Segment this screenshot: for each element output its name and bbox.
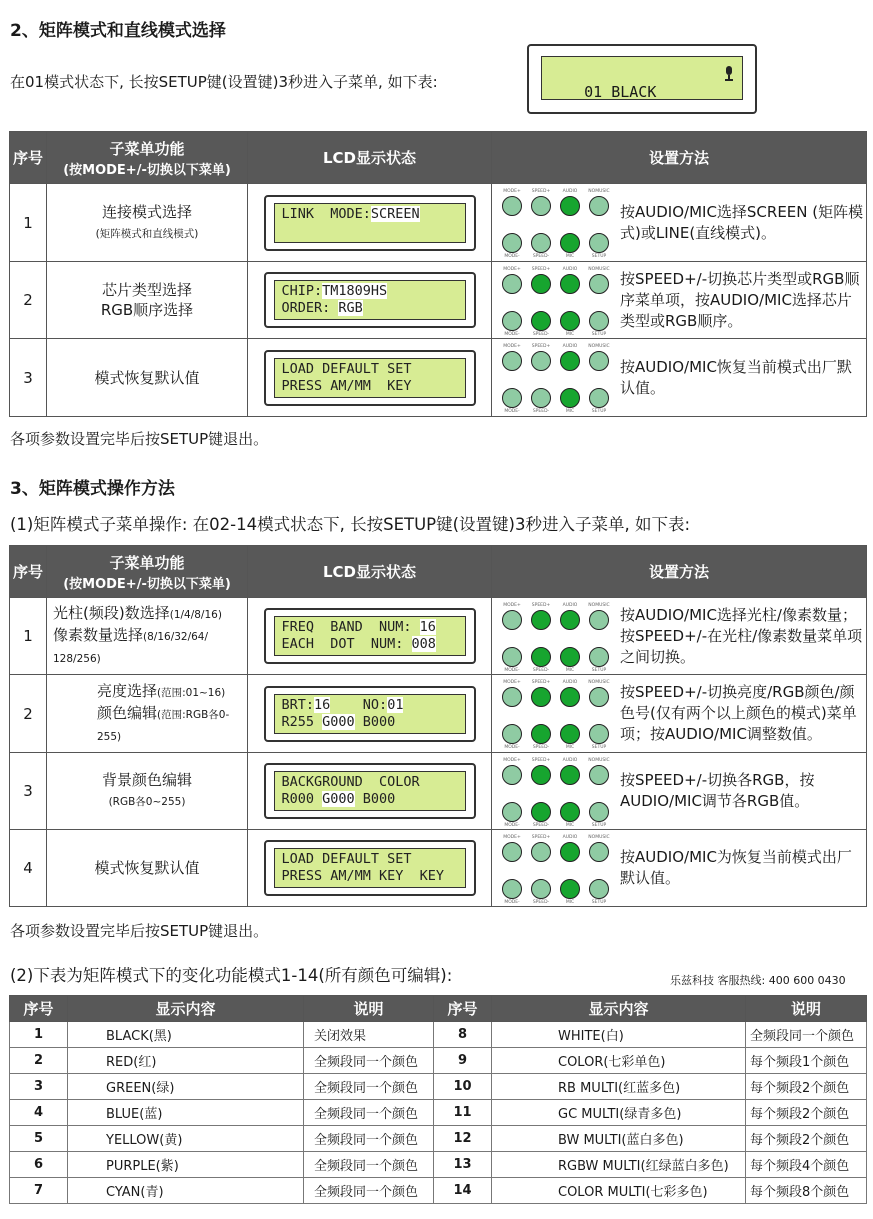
table-row: 2 芯片类型选择 RGB顺序选择 CHIP:TM1809HS ORDER: RGB MODE+ SPEED+ AUDIO NOMUSIC MODE- SPEED- MIC SETUP 按SPEED+/-切换芯片类型或RGB顺序菜单项，按AUDIO/MIC选择芯片类型或RGB顺序。 <box>10 262 867 339</box>
speed-minus-button <box>531 802 551 822</box>
button-label: AUDIO <box>562 189 578 194</box>
button-label: MIC <box>565 254 575 259</box>
modes-header-cell: 序号 <box>434 996 492 1022</box>
table-cell: 全频段同一个颜色 <box>304 1074 434 1100</box>
table-row <box>10 1074 867 1100</box>
lcd-display: LINK MODE:SCREEN <box>264 195 476 251</box>
setup-button <box>589 802 609 822</box>
table-cell: 13 <box>434 1152 492 1178</box>
button-label: SPEED- <box>532 745 550 750</box>
button-label: AUDIO <box>562 267 578 272</box>
section3-intro: (1)矩阵模式子菜单操作: 在02-14模式状态下, 长按SETUP键(设置键)3秒进入子菜单, 如下表: <box>10 515 691 534</box>
table-row: 1 光柱(频段)数选择(1/4/8/16) 像素数量选择(8/16/32/64/ 128/256) FREQ BAND NUM: 16 EACH DOT NUM: 008 MODE+ SPEED+ AUDIO NOMUSIC MODE- SPEED- MIC SETUP 按AUDIO/MIC选择光柱/像素数量；按SPEED+/-在光柱/像素数量菜单项之间切换。 <box>10 598 867 675</box>
button-label: SPEED+ <box>531 603 551 608</box>
header-func-sub: (按MODE+/-切换以下菜单) <box>63 162 231 178</box>
header-func: 子菜单功能 (按MODE+/-切换以下菜单) <box>47 132 248 184</box>
button-panel <box>498 188 614 259</box>
lcd-display: CHIP:TM1809HS ORDER: RGB <box>264 272 476 328</box>
button-label: NOMUSIC <box>588 835 610 840</box>
mic-button <box>560 233 580 253</box>
speed-minus-button <box>531 311 551 331</box>
mode-plus-button <box>502 274 522 294</box>
mode-plus-button <box>502 351 522 371</box>
button-label: MIC <box>565 900 575 905</box>
header-lcd: LCD显示状态 <box>248 132 492 184</box>
lcd-display: FREQ BAND NUM: 16 EACH DOT NUM: 008 <box>264 608 476 664</box>
modes-header-cell: 序号 <box>10 996 68 1022</box>
button-label: MODE+ <box>503 267 521 272</box>
speed-minus-button <box>531 879 551 899</box>
button-label: MODE- <box>504 900 520 905</box>
table-cell: PURPLE(紫) <box>68 1152 304 1178</box>
button-label: MODE+ <box>503 344 521 349</box>
lcd-display: LOAD DEFAULT SET PRESS AM/MM KEY KEY <box>264 840 476 896</box>
button-label: AUDIO <box>562 603 578 608</box>
audio-button <box>560 351 580 371</box>
section2-intro: 在01模式状态下, 长按SETUP键(设置键)3秒进入子菜单, 如下表: <box>10 73 438 91</box>
button-label: MODE- <box>504 332 520 337</box>
table-cell: 5 <box>10 1126 68 1152</box>
speed-minus-button <box>531 724 551 744</box>
table-cell: BLACK(黑) <box>68 1022 304 1048</box>
mode-minus-button <box>502 647 522 667</box>
button-label: SPEED+ <box>531 267 551 272</box>
microphone-icon <box>724 66 734 82</box>
nomusic-button <box>589 610 609 630</box>
nomusic-button <box>589 687 609 707</box>
audio-button <box>560 274 580 294</box>
table-cell: 3 <box>10 1074 68 1100</box>
button-label: MODE- <box>504 409 520 414</box>
table-cell: 每个频段2个颜色 <box>746 1126 867 1152</box>
table-cell: 2 <box>10 1048 68 1074</box>
button-label: MIC <box>565 823 575 828</box>
table-row: 2 亮度选择(范围:01~16) 颜色编辑(范围:RGB各0-255) BRT:16 NO:01 R255 G000 B000 MODE+ SPEED+ AUDIO NOMUSIC MODE- SPEED- MIC SETUP 按SPEED+/-切换亮度/RGB颜色/颜色号(仅有两个以上颜色的模式)菜单项；按AUDIO/MIC调整数值。 <box>10 675 867 753</box>
setup-button <box>589 724 609 744</box>
mode-minus-button <box>502 724 522 744</box>
button-label: SPEED+ <box>531 758 551 763</box>
table-row: 3 背景颜色编辑 (RGB各0~255) BACKGROUND COLOR R000 G000 B000 MODE+ SPEED+ AUDIO NOMUSIC MODE- SPEED- MIC SETUP 按SPEED+/-切换各RGB，按AUDIO/MIC调节各RGB值。 <box>10 753 867 830</box>
button-label: NOMUSIC <box>588 603 610 608</box>
setup-button <box>589 647 609 667</box>
table-cell: 全频段同一个颜色 <box>304 1126 434 1152</box>
mode-plus-button <box>502 765 522 785</box>
lcd-display: BACKGROUND COLOR R000 G000 B000 <box>264 763 476 819</box>
header-method: 设置方法 <box>492 546 867 598</box>
hotline: 乐兹科技 客服热线: 400 600 0430 <box>670 974 846 987</box>
table-cell: GC MULTI(绿青多色) <box>492 1100 746 1126</box>
button-label: MIC <box>565 745 575 750</box>
header-no: 序号 <box>10 546 47 598</box>
lcd-display: LOAD DEFAULT SET PRESS AM/MM KEY <box>264 350 476 406</box>
button-label: MIC <box>565 332 575 337</box>
table-cell: WHITE(白) <box>492 1022 746 1048</box>
header-no: 序号 <box>10 132 47 184</box>
section3-intro2: (2)下表为矩阵模式下的变化功能模式1-14(所有颜色可编辑): <box>10 966 453 985</box>
modes-header-cell: 说明 <box>746 996 867 1022</box>
table-cell: BLUE(蓝) <box>68 1100 304 1126</box>
button-label: NOMUSIC <box>588 267 610 272</box>
button-label: SPEED- <box>532 332 550 337</box>
speed-plus-button <box>531 765 551 785</box>
button-label: MODE- <box>504 254 520 259</box>
table-cell: 7 <box>10 1178 68 1204</box>
button-label: SPEED- <box>532 409 550 414</box>
button-label: MODE- <box>504 823 520 828</box>
table-cell: YELLOW(黄) <box>68 1126 304 1152</box>
modes-table <box>9 995 867 1204</box>
table-cell: COLOR MULTI(七彩多色) <box>492 1178 746 1204</box>
button-label: MODE+ <box>503 680 521 685</box>
mode-minus-button <box>502 233 522 253</box>
table-cell: RB MULTI(红蓝多色) <box>492 1074 746 1100</box>
table-row <box>10 1152 867 1178</box>
section3-footer: 各项参数设置完毕后按SETUP键退出。 <box>10 922 269 940</box>
button-label: NOMUSIC <box>588 680 610 685</box>
button-panel <box>498 266 614 337</box>
button-label: MODE+ <box>503 189 521 194</box>
mic-button <box>560 647 580 667</box>
table-cell: GREEN(绿) <box>68 1074 304 1100</box>
section3-title: 3、矩阵模式操作方法 <box>10 479 175 499</box>
header-func: 子菜单功能 (按MODE+/-切换以下菜单) <box>47 546 248 598</box>
table-cell: 关闭效果 <box>304 1022 434 1048</box>
mode-minus-button <box>502 311 522 331</box>
table-row <box>10 1126 867 1152</box>
speed-minus-button <box>531 647 551 667</box>
button-label: NOMUSIC <box>588 344 610 349</box>
table-row: 1 连接模式选择 (矩阵模式和直线模式) LINK MODE:SCREEN MODE+ SPEED+ AUDIO NOMUSIC MODE- SPEED- MIC SETUP 按AUDIO/MIC选择SCREEN (矩阵模式)或LINE(直线模式)。 <box>10 184 867 262</box>
button-panel <box>498 679 614 750</box>
setup-button <box>589 388 609 408</box>
button-panel <box>498 602 614 673</box>
button-label: SPEED+ <box>531 344 551 349</box>
table-cell: 10 <box>434 1074 492 1100</box>
button-label: SETUP <box>591 900 607 905</box>
button-label: SPEED- <box>532 668 550 673</box>
nomusic-button <box>589 196 609 216</box>
table-row <box>10 1178 867 1204</box>
table-row <box>10 1100 867 1126</box>
table-cell: 全频段同一个颜色 <box>746 1022 867 1048</box>
button-panel <box>498 757 614 828</box>
audio-button <box>560 610 580 630</box>
setup-button <box>589 311 609 331</box>
table-cell: 全频段同一个颜色 <box>304 1178 434 1204</box>
button-label: SETUP <box>591 668 607 673</box>
button-label: AUDIO <box>562 680 578 685</box>
speed-plus-button <box>531 351 551 371</box>
table-cell: 12 <box>434 1126 492 1152</box>
table-cell: 每个频段2个颜色 <box>746 1074 867 1100</box>
button-panel <box>498 343 614 414</box>
table-cell: 4 <box>10 1100 68 1126</box>
mode-plus-button <box>502 687 522 707</box>
header-lcd: LCD显示状态 <box>248 546 492 598</box>
speed-minus-button <box>531 233 551 253</box>
button-label: NOMUSIC <box>588 189 610 194</box>
speed-plus-button <box>531 196 551 216</box>
mic-button <box>560 388 580 408</box>
table-cell: CYAN(青) <box>68 1178 304 1204</box>
table-cell: 14 <box>434 1178 492 1204</box>
table-cell: 每个频段2个颜色 <box>746 1100 867 1126</box>
button-label: NOMUSIC <box>588 758 610 763</box>
modes-header-cell: 显示内容 <box>492 996 746 1022</box>
table-row <box>10 1022 867 1048</box>
button-label: SPEED+ <box>531 835 551 840</box>
button-label: SPEED- <box>532 900 550 905</box>
button-label: MODE- <box>504 668 520 673</box>
mic-button <box>560 879 580 899</box>
mic-button <box>560 802 580 822</box>
button-label: SETUP <box>591 409 607 414</box>
modes-header-cell: 显示内容 <box>68 996 304 1022</box>
table-row <box>10 1048 867 1074</box>
button-label: MODE+ <box>503 603 521 608</box>
table-cell: 8 <box>434 1022 492 1048</box>
button-label: MIC <box>565 668 575 673</box>
mic-button <box>560 724 580 744</box>
button-label: AUDIO <box>562 344 578 349</box>
mic-button <box>560 311 580 331</box>
button-label: MODE+ <box>503 835 521 840</box>
mode-plus-button <box>502 842 522 862</box>
table-cell: BW MULTI(蓝白多色) <box>492 1126 746 1152</box>
mode-plus-button <box>502 196 522 216</box>
table-cell: 每个频段8个颜色 <box>746 1178 867 1204</box>
button-label: AUDIO <box>562 758 578 763</box>
mode-minus-button <box>502 802 522 822</box>
button-label: MODE+ <box>503 758 521 763</box>
button-label: SPEED- <box>532 254 550 259</box>
audio-button <box>560 842 580 862</box>
button-label: MIC <box>565 409 575 414</box>
header-method: 设置方法 <box>492 132 867 184</box>
section2-footer: 各项参数设置完毕后按SETUP键退出。 <box>10 430 269 448</box>
speed-plus-button <box>531 687 551 707</box>
table-cell: 每个频段4个颜色 <box>746 1152 867 1178</box>
table-cell: 全频段同一个颜色 <box>304 1100 434 1126</box>
nomusic-button <box>589 765 609 785</box>
table-cell: RGBW MULTI(红绿蓝白多色) <box>492 1152 746 1178</box>
button-label: SETUP <box>591 332 607 337</box>
button-label: SPEED+ <box>531 680 551 685</box>
mode-minus-button <box>502 879 522 899</box>
audio-button <box>560 765 580 785</box>
table-cell: RED(红) <box>68 1048 304 1074</box>
mode-minus-button <box>502 388 522 408</box>
button-label: AUDIO <box>562 835 578 840</box>
setup-button <box>589 879 609 899</box>
button-label: MODE- <box>504 745 520 750</box>
button-label: SPEED- <box>532 823 550 828</box>
button-label: SETUP <box>591 823 607 828</box>
speed-plus-button <box>531 610 551 630</box>
section3-menu-table <box>9 545 867 907</box>
button-panel <box>498 834 614 905</box>
table-cell: 全频段同一个颜色 <box>304 1048 434 1074</box>
setup-button <box>589 233 609 253</box>
speed-plus-button <box>531 842 551 862</box>
button-label: SETUP <box>591 745 607 750</box>
nomusic-button <box>589 274 609 294</box>
lcd-display: BRT:16 NO:01 R255 G000 B000 <box>264 686 476 742</box>
table-cell: 6 <box>10 1152 68 1178</box>
table-cell: 11 <box>434 1100 492 1126</box>
nomusic-button <box>589 842 609 862</box>
lcd-preview-frame <box>527 44 757 114</box>
audio-button <box>560 196 580 216</box>
table-cell: 1 <box>10 1022 68 1048</box>
section2-menu-table <box>9 131 867 417</box>
nomusic-button <box>589 351 609 371</box>
lcd-preview-text: 01 BLACK <box>584 83 657 101</box>
lcd-preview-screen <box>541 56 743 100</box>
table-cell: 全频段同一个颜色 <box>304 1152 434 1178</box>
audio-button <box>560 687 580 707</box>
table-cell: COLOR(七彩单色) <box>492 1048 746 1074</box>
section2-title: 2、矩阵模式和直线模式选择 <box>10 21 226 41</box>
button-label: SPEED+ <box>531 189 551 194</box>
mode-plus-button <box>502 610 522 630</box>
speed-plus-button <box>531 274 551 294</box>
table-row: 4 模式恢复默认值 LOAD DEFAULT SET PRESS AM/MM KEY KEY MODE+ SPEED+ AUDIO NOMUSIC MODE- SPEED- MIC SETUP 按AUDIO/MIC为恢复当前模式出厂默认值。 <box>10 830 867 907</box>
table-cell: 每个频段1个颜色 <box>746 1048 867 1074</box>
speed-minus-button <box>531 388 551 408</box>
table-row: 3 模式恢复默认值 LOAD DEFAULT SET PRESS AM/MM KEY MODE+ SPEED+ AUDIO NOMUSIC MODE- SPEED- MIC SETUP 按AUDIO/MIC恢复当前模式出厂默认值。 <box>10 339 867 417</box>
button-label: SETUP <box>591 254 607 259</box>
modes-header-cell: 说明 <box>304 996 434 1022</box>
table-cell: 9 <box>434 1048 492 1074</box>
